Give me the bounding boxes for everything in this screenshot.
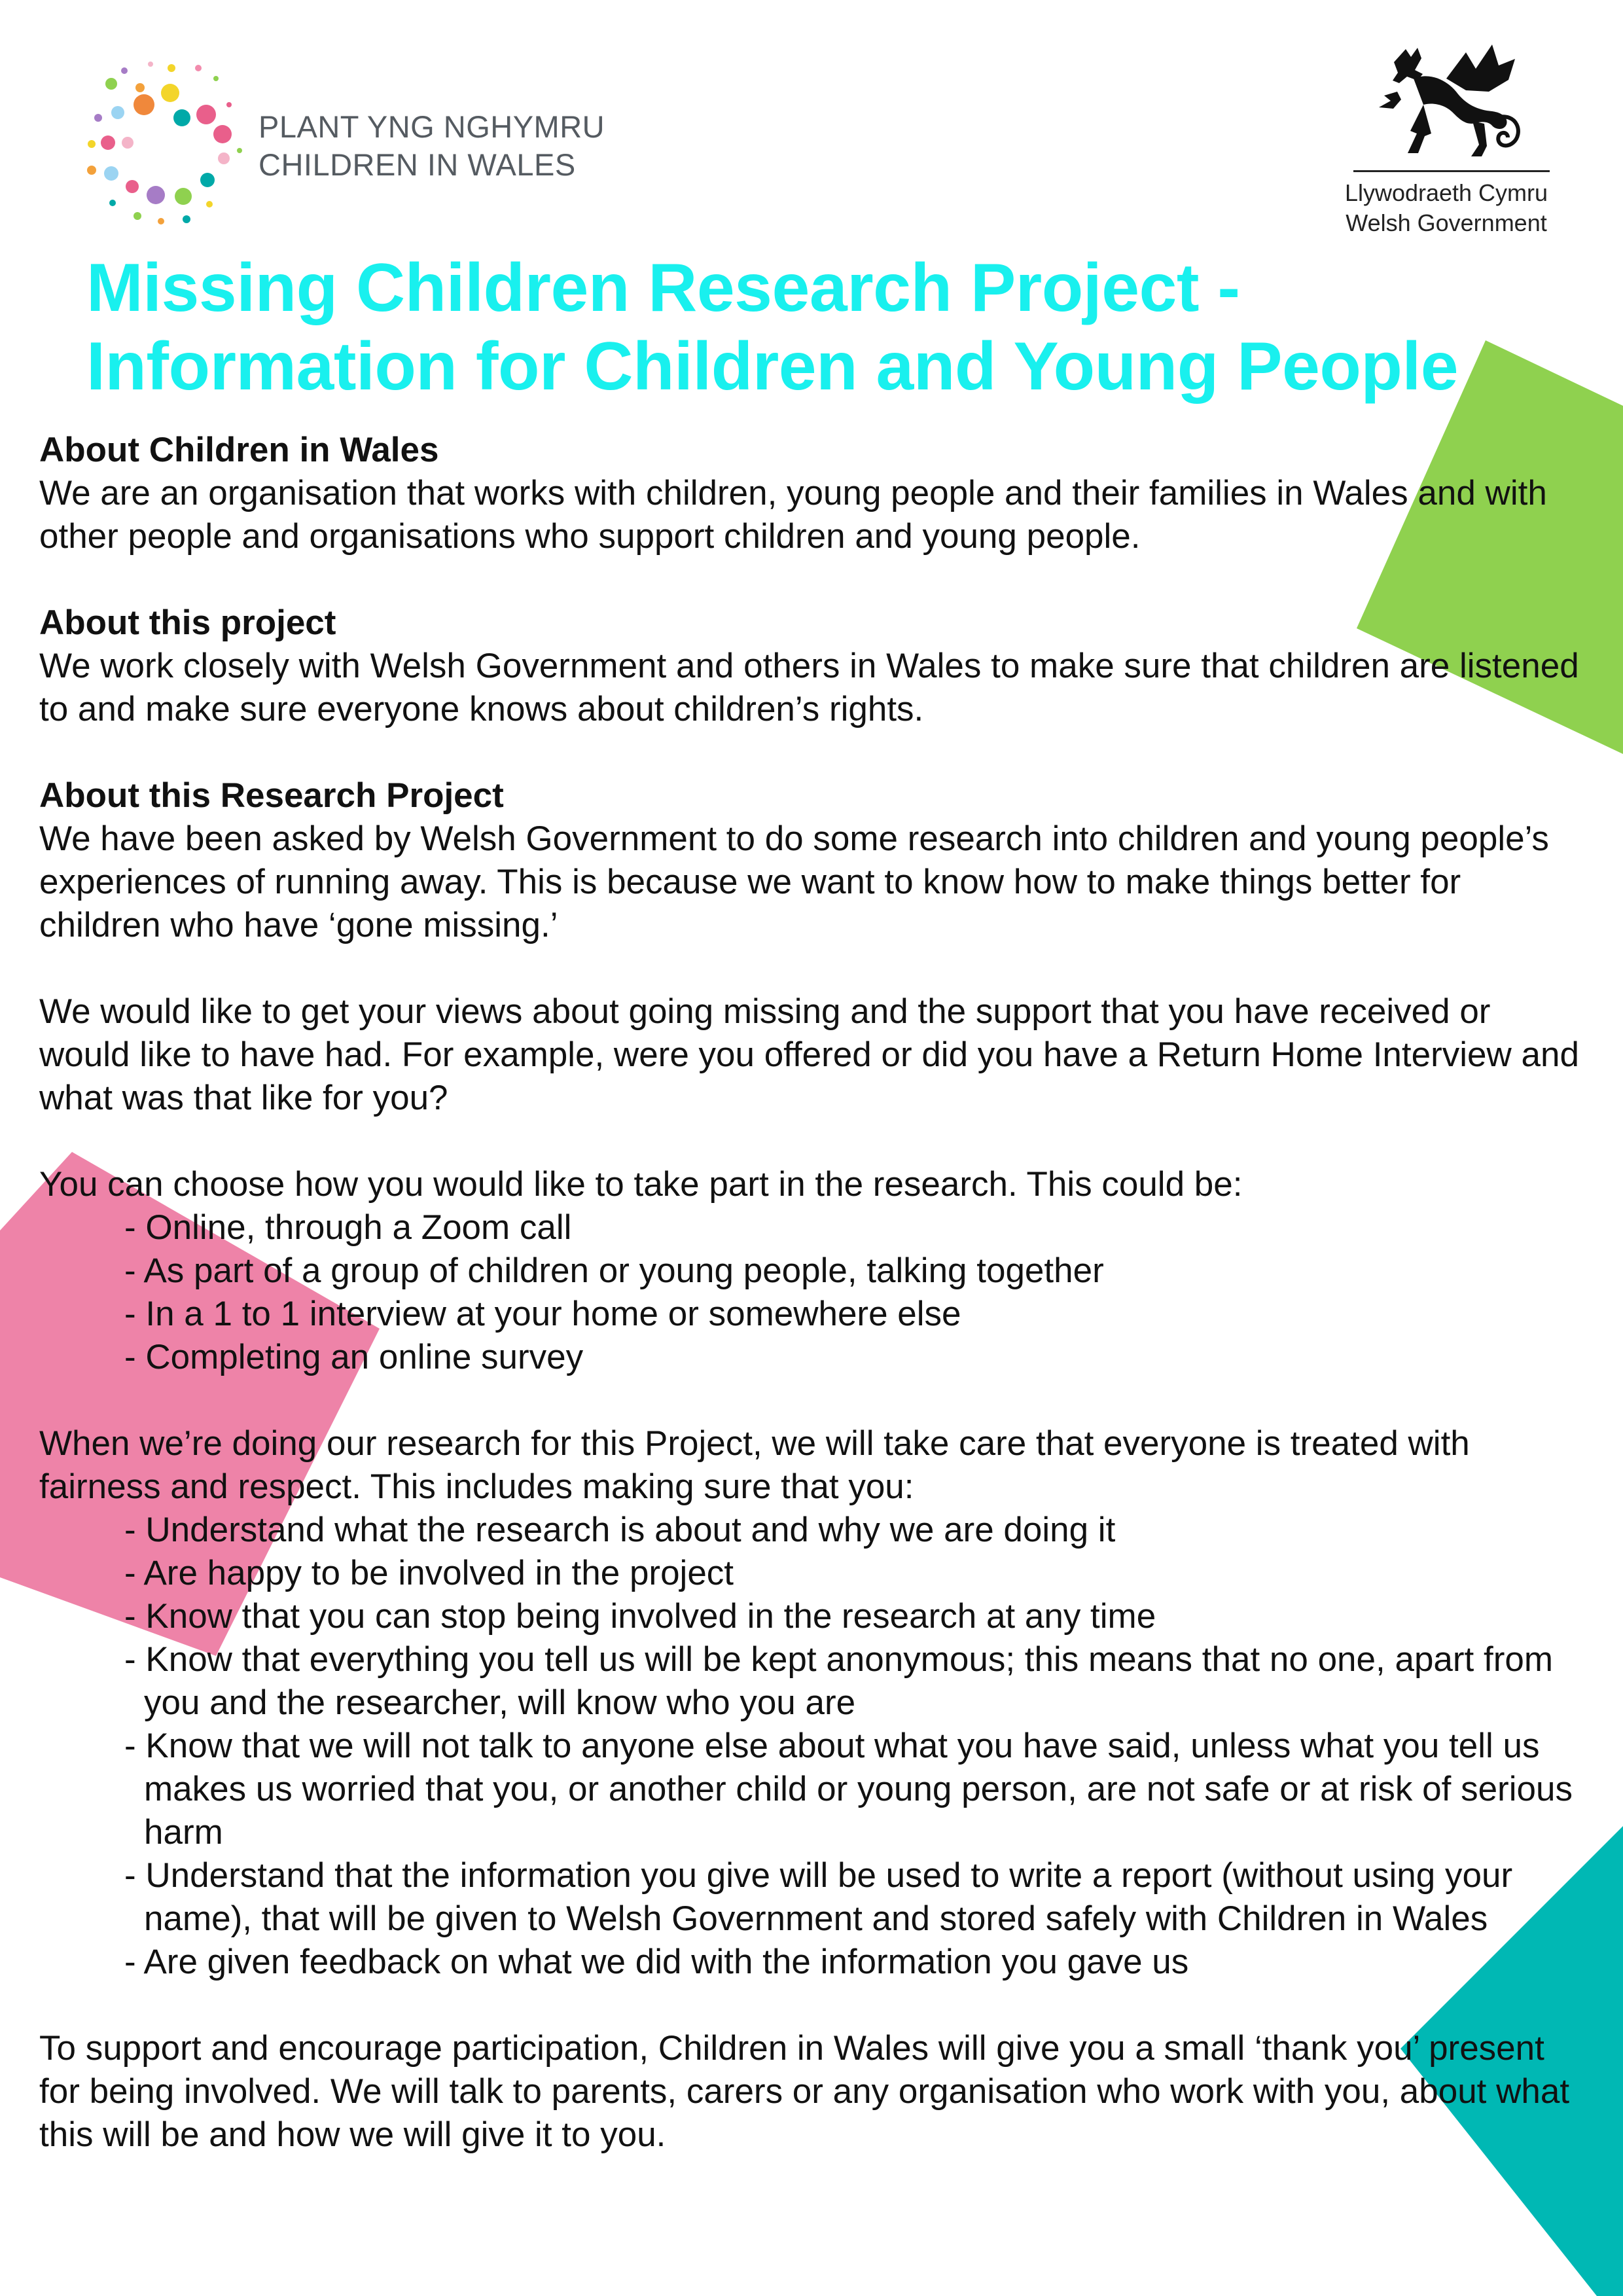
list-item: - Know that everything you tell us will be kept anonymous; this means that no one, apart from you and the researcher, will know who you are xyxy=(124,1640,1553,1722)
list-item: - Understand that the information you give will be used to write a report (without using your name), that will be given to Welsh Government and stored safely with Children in Wales xyxy=(124,1856,1513,1938)
about-project-body: We work closely with Welsh Government and others in Wales to make sure that children are listened to and make sure everyone knows about children’s rights. xyxy=(39,647,1579,728)
list-item: - Are happy to be involved in the project xyxy=(124,1554,734,1592)
about-ciw-heading: About Children in Wales xyxy=(39,431,439,469)
list-item: - Know that we will not talk to anyone else about what you have said, unless what you tell us makes us worried that you, or another child or young person, are not safe or at risk of serious harm xyxy=(124,1727,1573,1852)
list-item: - Are given feedback on what we did with the information you gave us xyxy=(124,1943,1189,1981)
thank-you-paragraph: To support and encourage participation, Children in Wales will give you a small ‘thank you’ present for being involved. We will talk to parents, carers or any organisation who work with you, about what this will be and how we will give it to you. xyxy=(39,2029,1570,2154)
welsh-government-wordmark xyxy=(1335,178,1558,238)
welsh-government-logo xyxy=(1335,39,1558,249)
about-research-para-2: We would like to get your views about going missing and the support that you have received or would like to have had. For example, were you offered or did you have a Return Home Interview and what was that like for you? xyxy=(39,992,1579,1117)
participation-options-intro: You can choose how you would like to take part in the research. This could be: xyxy=(39,1165,1243,1204)
wg-line-english: Welsh Government xyxy=(1346,209,1547,236)
list-item: - Understand what the research is about and why we are doing it xyxy=(124,1511,1116,1549)
cw-line-welsh: PLANT YNG NGHYMRU xyxy=(259,109,605,144)
about-research-heading: About this Research Project xyxy=(39,776,504,815)
dots-circle-icon xyxy=(72,59,242,229)
list-item: - In a 1 to 1 interview at your home or somewhere else xyxy=(124,1295,961,1333)
list-item: - Completing an online survey xyxy=(124,1338,584,1376)
page-title xyxy=(86,249,1559,406)
fairness-list xyxy=(39,1509,1584,1984)
logo-divider xyxy=(1353,170,1550,172)
list-item: - As part of a group of children or young people, talking together xyxy=(124,1251,1104,1290)
participation-options-list xyxy=(39,1206,1584,1379)
title-line-1: Missing Children Research Project - xyxy=(86,250,1240,326)
fairness-intro: When we’re doing our research for this Project, we will take care that everyone is treated with fairness and respect. This includes making sure that you: xyxy=(39,1424,1470,1506)
document-body xyxy=(39,429,1584,2157)
cw-line-english: CHILDREN IN WALES xyxy=(259,147,576,182)
dragon-icon xyxy=(1368,39,1525,164)
title-line-2: Information for Children and Young People xyxy=(86,329,1459,404)
list-item: - Online, through a Zoom call xyxy=(124,1208,572,1247)
about-research-para-1: We have been asked by Welsh Government to do some research into children and young people’s experiences of running away. This is because we want to know how to make things better for children who have ‘gone missing.’ xyxy=(39,819,1549,944)
about-project-heading: About this project xyxy=(39,603,336,642)
about-ciw-body: We are an organisation that works with children, young people and their families in Wales and with other people and organisations who support children and young people. xyxy=(39,474,1547,556)
wg-line-welsh: Llywodraeth Cymru xyxy=(1344,179,1548,206)
list-item: - Know that you can stop being involved in the research at any time xyxy=(124,1597,1156,1636)
children-in-wales-logo xyxy=(72,59,648,236)
children-in-wales-wordmark xyxy=(259,108,605,184)
